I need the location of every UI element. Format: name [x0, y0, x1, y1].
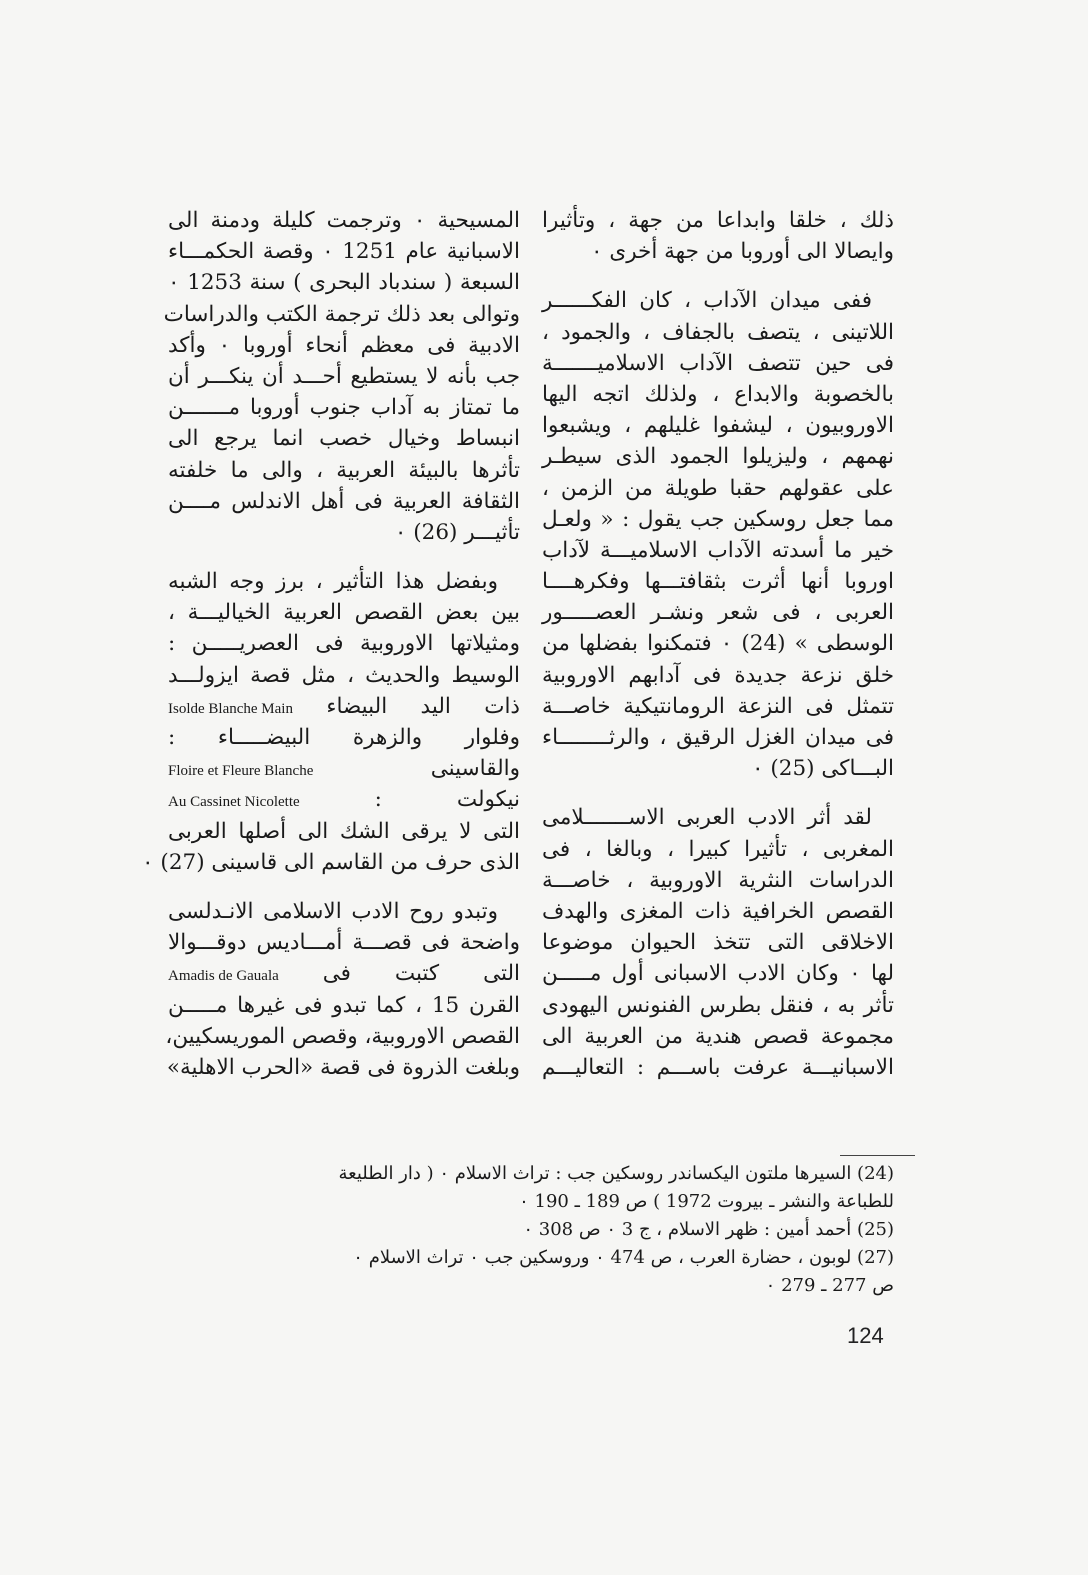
text-line: الادبية فى معظم أنحاء أوروبا ٠ وأكد	[168, 332, 520, 358]
footnotes	[168, 1160, 894, 1300]
arabic-text: نيكولت :	[374, 787, 520, 813]
text-line: المسيحية ٠ وترجمت كليلة ودمنة الى	[168, 208, 520, 233]
text-line: تأثرها بالبيئة العربية ، والى ما خلفته	[168, 457, 520, 483]
latin-title: Au Cassinet Nicolette	[168, 794, 300, 811]
text-line: وايصالا الى أوروبا من جهة أخرى ٠	[590, 239, 894, 265]
text-line: الوسيط والحديث ، مثل قصة ايزولـــد	[168, 662, 520, 688]
text-line: الاسبانيـــة عرفت باســـم : التعاليـــم	[542, 1054, 894, 1080]
page-number: 124	[847, 1323, 884, 1348]
footnote-line: (27) لوبون ، حضارة العرب ، ص 474 ٠ وروسكين جب ٠ تراث الاسلام ٠	[353, 1247, 894, 1268]
text-line: وتبدو روح الادب الاسلامى الانـدلسى	[168, 898, 498, 924]
text-line: بالخصوبة والابداع ، ولذلك اتجه اليها	[542, 381, 894, 407]
left-text-column	[142, 205, 521, 1083]
paragraph-gap	[542, 267, 894, 285]
footnote-line: ص 277 ـ 279 ٠	[765, 1275, 894, 1296]
text-line: البـــاكى (25) ٠	[752, 756, 894, 782]
text-line: فى ميدان الغزل الرقيق ، والرثــــــــاء	[542, 725, 894, 750]
text-line: المغربى ، تأثيرا كبيرا ، وبالغا ، فى	[542, 836, 894, 862]
text-line: الاوروبيون ، ليشفوا غليلهم ، ويشبعوا	[542, 413, 894, 439]
text-line: تتمثل فى النزعة الرومانتيكية خاصـــة	[542, 693, 894, 719]
text-line: بين بعض القصص العربية الخياليـــة ،	[168, 600, 520, 626]
text-line: على عقولهم حقبا طويلة من الزمن ،	[542, 475, 894, 501]
text-line: وتوالى بعد ذلك ترجمة الكتب والدراسات	[163, 301, 520, 327]
latin-title: Floire et Fleure Blanche	[168, 763, 314, 780]
text-line: تأثر به ، فنقل بطرس الفنونس اليهودى	[542, 992, 894, 1018]
footnote-separator	[840, 1155, 915, 1156]
text-line: ما تمتاز به آداب جنوب أوروبا مـــــــن	[168, 395, 520, 421]
text-line: خلق نزعة جديدة فى آدابهم الاوروبية	[542, 662, 894, 688]
text-line: الثقافة العربية فى أهل الاندلس مــــن	[168, 488, 520, 514]
text-line: مما جعل روسكين جب يقول : « ولعـل	[542, 506, 894, 532]
text-line: السبعة ( سندباد البحرى ) سنة 1253 ٠	[168, 270, 520, 296]
paragraph-gap	[168, 878, 520, 896]
text-line: تأثيـــر (26) ٠	[394, 519, 520, 545]
text-line: مجموعة قصص هندية من العربية الى	[542, 1023, 894, 1049]
paragraph-gap	[168, 548, 520, 566]
text-line: القصص الاوروبية، وقصص الموريسكيين،	[165, 1023, 520, 1049]
text-line: واضحة فى قصـــة أمـــاديس دوقـــوالا	[168, 930, 520, 956]
text-line: فى حين تتصف الآداب الاسلاميـــــــة	[542, 350, 894, 376]
text-line: لقد أثر الادب العربى الاســـــــلامى	[542, 805, 872, 831]
arabic-text: والقاسينى	[430, 756, 520, 782]
text-line: جب بأنه لا يستطيع أحـــد أن ينكـــر أن	[168, 363, 520, 389]
text-line: التى لا يرقى الشك الى أصلها العربى	[168, 818, 520, 844]
text-line: انبساط وخيال خصب انما يرجع الى	[168, 426, 520, 452]
text-line: ففى ميدان الآداب ، كان الفكــــــر	[542, 288, 872, 314]
text-line: العربى ، فى شعر ونشـر العصـــــور	[542, 600, 894, 626]
text-line: نهمهم ، وليزيلوا الجمود الذى سيطـر	[542, 444, 894, 470]
footnote-line: (25) أحمد أمين : ظهر الاسلام ، ج 3 ٠ ص 308 ٠	[523, 1219, 894, 1240]
paragraph-gap	[542, 784, 894, 802]
text-line	[168, 958, 520, 989]
text-line: اوروبا أنها أثرت بثقافتـــها وفكرهــــا	[542, 569, 894, 595]
latin-title: Isolde Blanche Main	[168, 700, 293, 717]
text-line: الاخلاقى التى تتخذ الحيوان موضوعا	[542, 930, 894, 956]
text-line: وبلغت الذروة فى قصة «الحرب الاهلية»	[166, 1054, 520, 1080]
text-line: الاسبانية عام 1251 ٠ وقصة الحكمـــاء	[168, 239, 520, 265]
footnote-line: للطباعة والنشر ـ بيروت 1972 ) ص 189 ـ 190 ٠	[519, 1191, 894, 1212]
text-line: لها ٠ وكان الادب الاسبانى أول مـــــن	[542, 961, 894, 987]
text-line: اللاتينى ، يتصف بالجفاف ، والجمود ،	[542, 319, 894, 345]
text-line: الذى حرف من القاسم الى قاسينى (27) ٠	[142, 849, 520, 875]
text-line: ومثيلاتها الاوروبية فى العصريـــــن :	[168, 631, 520, 657]
footnote-line: (24) السيرها ملتون اليكساندر روسكين جب : تراث الاسلام ٠ ( دار الطليعة	[338, 1163, 894, 1184]
text-line	[168, 691, 520, 722]
text-line	[168, 753, 520, 784]
text-line: ذلك ، خلقا وابداعا من جهة ، وتأثيرا	[542, 208, 894, 233]
arabic-text: ذات اليد البيضاء	[326, 693, 521, 719]
text-line: وفلوار والزهرة البيضـــــاء :	[168, 725, 520, 750]
latin-title: Amadis de Gauala	[168, 968, 279, 985]
text-line: الدراسات النثرية الاوروبية ، خاصـــة	[542, 867, 894, 893]
arabic-text: التى كتبت فى	[322, 961, 520, 987]
text-line: الوسطى » (24) ٠ فتمكنوا بفضلها من	[542, 631, 894, 657]
text-line: القرن 15 ، كما تبدو فى غيرها مـــــن	[168, 992, 521, 1018]
right-text-column	[542, 205, 894, 1083]
text-line: خير ما أسدته الآداب الاسلاميـــة لآداب	[542, 537, 894, 563]
text-line	[168, 784, 520, 815]
text-line: وبفضل هذا التأثير ، برز وجه الشبه	[168, 569, 498, 595]
text-line: القصص الخرافية ذات المغزى والهدف	[542, 898, 894, 924]
